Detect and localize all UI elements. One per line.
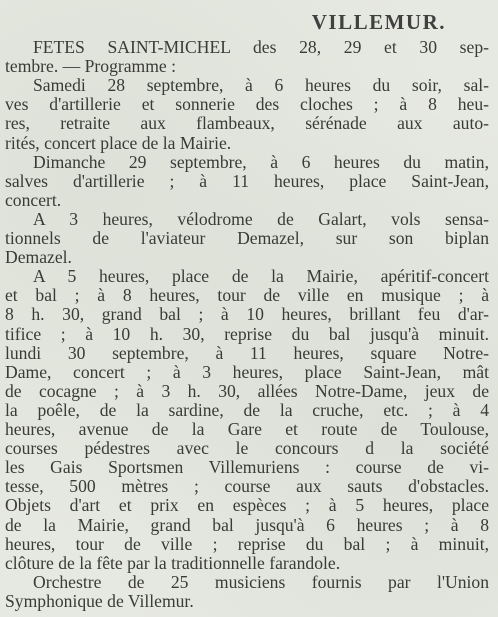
article-line: la poêle, de la sardine, de la cruche, etc. ; à 4 xyxy=(5,400,489,420)
article-line: heures, tour de ville ; reprise du bal ; à minuit, xyxy=(5,534,489,554)
article-line: et bal ; à 8 heures, tour de ville en musique ; à xyxy=(5,286,489,306)
article-line: A 5 heures, place de la Mairie, apéritif-concert xyxy=(33,267,489,287)
article-line: Samedi 28 septembre, à 6 heures du soir, sal- xyxy=(33,76,489,96)
article-line: heures, avenue de la Gare et route de Toulouse, xyxy=(5,420,489,439)
article-line: ves d'artillerie et sonnerie des cloches ; à 8 heu- xyxy=(5,95,489,115)
article-line: courses pédestres avec le concours d la société xyxy=(5,439,489,459)
article-heading: VILLEMUR. xyxy=(311,10,446,34)
article-line: FETES SAINT-MICHEL des 28, 29 et 30 sep- xyxy=(33,38,489,57)
article-line: Symphonique de Villemur. xyxy=(5,591,194,611)
article-line: salves d'artillerie ; à 11 heures, place Saint-Jean, xyxy=(5,171,489,191)
article-line: tesse, 500 mètres ; course aux sauts d'obstacles. xyxy=(5,477,489,497)
article-line: Dame, concert ; à 3 heures, place Saint-Jean, mât xyxy=(5,362,489,382)
article-line: tembre. — Programme : xyxy=(5,57,177,77)
article-line: tifice ; à 10 h. 30, reprise du bal jusqu'à minuit. xyxy=(5,324,489,344)
article-line: res, retraite aux flambeaux, sérénade aux auto- xyxy=(5,114,489,134)
article-line: Orchestre de 25 musiciens fournis par l'Union xyxy=(33,572,489,592)
article-line: Objets d'art et prix en espèces ; à 5 heures, place xyxy=(5,496,489,516)
article-line: tionnels de l'aviateur Demazel, sur son biplan xyxy=(5,229,489,248)
article-line: 8 h. 30, grand bal ; à 10 heures, brillant feu d'ar- xyxy=(5,305,489,325)
article-line: Dimanche 29 septembre, à 6 heures du matin, xyxy=(33,152,489,172)
article-line: concert. xyxy=(5,190,62,210)
article-line: Demazel. xyxy=(5,248,72,268)
article-line: A 3 heures, vélodrome de Galart, vols sensa- xyxy=(33,209,489,229)
article-line: les Gais Sportsmen Villemuriens : course de vi- xyxy=(5,458,489,478)
article-line: de cocagne ; à 3 h. 30, allées Notre-Dame, jeux de xyxy=(5,381,489,401)
article-line: clôture de la fête par la traditionnelle farandole. xyxy=(5,553,341,573)
article-line: lundi 30 septembre, à 11 heures, square Notre- xyxy=(5,343,489,363)
article-line: rités, concert place de la Mairie. xyxy=(5,133,232,153)
article-line: de la Mairie, grand bal jusqu'à 6 heures ; à 8 xyxy=(5,515,489,535)
